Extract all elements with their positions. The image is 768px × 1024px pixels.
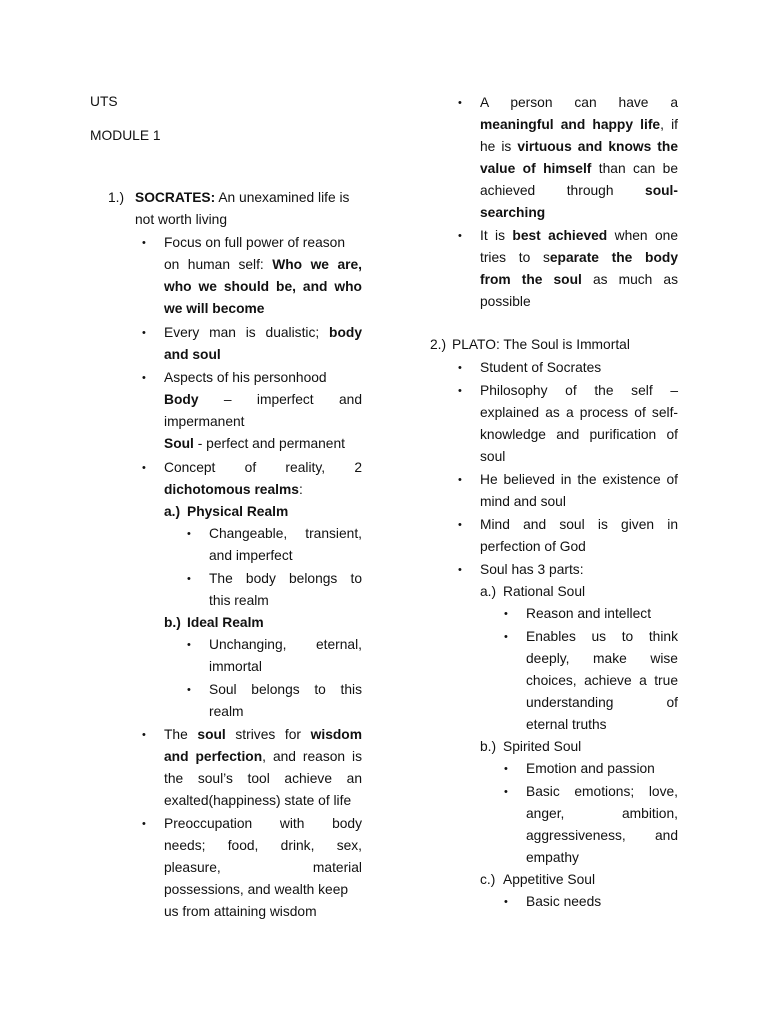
list-item: • Aspects of his personhood Body – imperfect and impermanent Soul - perfect and permanent — [164, 367, 362, 455]
bullet-icon: • — [458, 474, 462, 486]
list-item: • Mind and soul is given in perfection of God — [480, 514, 678, 558]
physical-realm-heading: a.) Physical Realm — [164, 504, 289, 519]
bullet-icon: • — [142, 462, 146, 474]
bullet-icon: • — [458, 564, 462, 576]
bullet-icon: • — [142, 729, 146, 741]
bullet-icon: • — [504, 608, 508, 620]
plato-heading: 2.) PLATO: The Soul is Immortal — [430, 334, 678, 356]
list-item: • A person can have a meaningful and happy life, if he is virtuous and knows the value of himself than can be achieved through soul- searching — [480, 92, 678, 224]
appetitive-soul-heading: c.) Appetitive Soul — [480, 872, 596, 887]
bullet-icon: • — [458, 385, 462, 397]
list-item: • Changeable, transient, and imperfect — [209, 523, 362, 567]
doc-title: UTS — [90, 94, 118, 109]
spirited-soul-heading: b.) Spirited Soul — [480, 739, 582, 754]
list-item: • Basic emotions; love, anger, ambition, aggressiveness, and empathy — [526, 781, 678, 869]
list-item: • Preoccupation with body needs; food, drink, sex, pleasure, material possessions, and wealth keep us from attaining wisdom — [164, 813, 362, 923]
bullet-icon: • — [187, 573, 191, 585]
module-heading: MODULE 1 — [90, 128, 161, 143]
list-item: • Concept of reality, 2 dichotomous realms: a.) Physical Realm • Changeable, transient, and imperfect • The body belongs to this realm b.) Ideal Realm • Unchanging, eternal, immortal • Soul belongs to this realm — [164, 457, 362, 723]
philosopher-name: SOCRATES: — [135, 190, 216, 205]
list-item: • Soul has 3 parts: a.) Rational Soul • Reason and intellect • Enables us to think deeply, make wise choices, achieve a true understanding of eternal truths b.) Spirited Soul • Emotion and passion • Basic emotions; love, anger, ambition, aggressiveness, and empathy c.) Appetitive Soul • Basic needs — [480, 559, 678, 913]
ideal-realm-heading: b.) Ideal Realm — [164, 615, 264, 630]
list-item: • Unchanging, eternal, immortal — [209, 634, 362, 678]
list-item: • Every man is dualistic; body and soul — [164, 322, 362, 366]
bullet-icon: • — [504, 631, 508, 643]
list-item: • The soul strives for wisdom and perfection, and reason is the soul’s tool achieve an exalted(happiness) state of life — [164, 724, 362, 812]
bullet-icon: • — [187, 639, 191, 651]
socrates-heading: 1.) SOCRATES: An unexamined life is — [108, 187, 362, 209]
motto-line: not worth living — [135, 212, 228, 227]
bullet-icon: • — [142, 327, 146, 339]
list-item: • Emotion and passion — [526, 758, 678, 780]
list-item: • It is best achieved when one tries to separate the body from the soul as much as possible — [480, 225, 678, 313]
bullet-icon: • — [458, 362, 462, 374]
list-item: • Student of Socrates — [480, 357, 678, 379]
bullet-icon: • — [458, 230, 462, 242]
list-item: • Philosophy of the self – explained as a process of self- knowledge and purification of soul — [480, 380, 678, 468]
list-item: • Soul belongs to this realm — [209, 679, 362, 723]
bullet-icon: • — [142, 818, 146, 830]
rational-soul-heading: a.) Rational Soul — [480, 584, 586, 599]
bullet-icon: • — [458, 97, 462, 109]
right-column — [430, 92, 678, 913]
list-item: • Enables us to think deeply, make wise choices, achieve a true understanding of eternal truths — [526, 626, 678, 736]
bullet-icon: • — [504, 763, 508, 775]
list-item: • The body belongs to this realm — [209, 568, 362, 612]
list-item: • Focus on full power of reason on human self: Who we are, who we should be, and who we will become — [164, 232, 362, 320]
bullet-icon: • — [142, 372, 146, 384]
bullet-icon: • — [458, 519, 462, 531]
left-column — [90, 91, 362, 923]
list-item: • He believed in the existence of mind and soul — [480, 469, 678, 513]
bullet-icon: • — [504, 896, 508, 908]
list-item: • Basic needs — [526, 891, 678, 913]
bullet-icon: • — [187, 684, 191, 696]
list-number: 1.) — [108, 190, 125, 205]
bullet-icon: • — [142, 237, 146, 249]
bullet-icon: • — [504, 786, 508, 798]
bullet-icon: • — [187, 528, 191, 540]
list-item: • Reason and intellect — [526, 603, 678, 625]
list-number: 2.) — [430, 337, 447, 352]
